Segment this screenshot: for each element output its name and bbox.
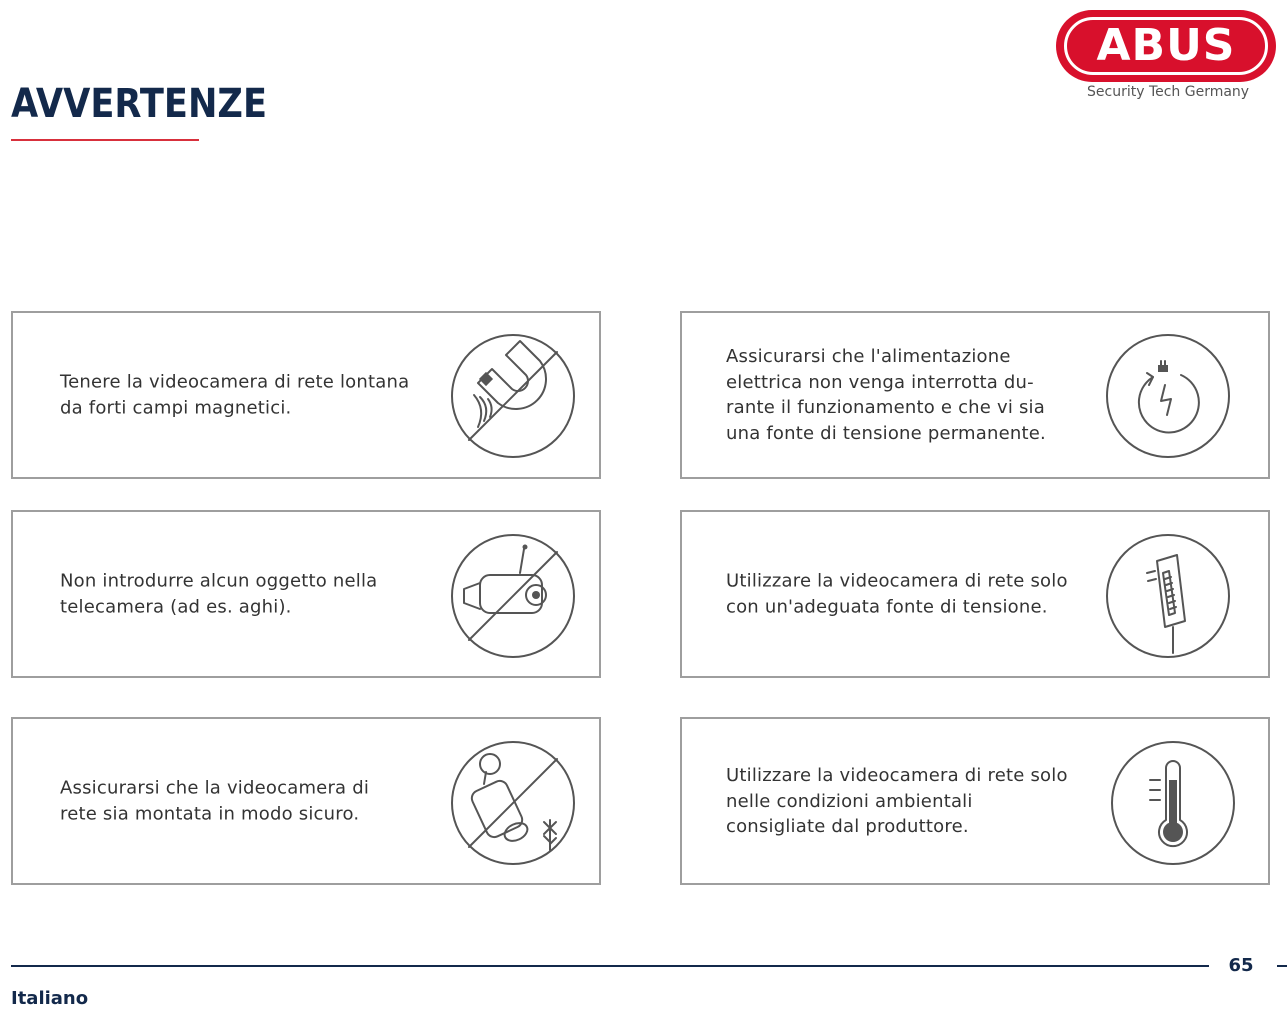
no-needle-camera-icon [450, 533, 576, 659]
warning-card-environment [680, 717, 1270, 885]
language-label: Italiano [11, 988, 89, 1009]
power-cycle-icon [1105, 333, 1231, 459]
page-title: AVVERTENZE [11, 81, 267, 127]
warning-card-voltage [680, 510, 1270, 678]
footer-rule-end [1277, 965, 1287, 967]
warning-card-mounting [11, 717, 601, 885]
no-falling-camera-icon [450, 740, 576, 866]
logo-badge [1056, 10, 1276, 82]
no-magnet-icon [450, 333, 576, 459]
warning-text: Assicurarsi che l'alimentazione elettrica non venga interrotta du-rante il funzionamento e che vi sia una fonte di tensione permanente. [726, 346, 1046, 444]
warning-text: Utilizzare la videocamera di rete solo con un'adeguata fonte di tensione. [726, 570, 1068, 617]
thermometer-icon [1110, 740, 1236, 866]
warning-text: Utilizzare la videocamera di rete solo nelle condizioni ambientali consigliate dal produttore. [726, 764, 1068, 837]
warning-text: Non introdurre alcun oggetto nella telecamera (ad es. aghi). [60, 570, 378, 617]
warning-card-power-supply [680, 311, 1270, 479]
abus-logo [1056, 10, 1278, 110]
logo-wordmark: ABUS [1096, 20, 1236, 71]
footer-rule [11, 965, 1209, 967]
warning-text: Tenere la videocamera di rete lontana da forti campi magnetici. [60, 371, 410, 418]
warning-card-no-objects [11, 510, 601, 678]
title-underline [11, 139, 199, 141]
warning-text: Assicurarsi che la videocamera di rete sia montata in modo sicuro. [60, 777, 370, 824]
page-number: 65 [1228, 955, 1254, 976]
warning-card-magnetic [11, 311, 601, 479]
power-adapter-icon [1105, 533, 1231, 659]
logo-tagline: Security Tech Germany [1087, 84, 1250, 100]
